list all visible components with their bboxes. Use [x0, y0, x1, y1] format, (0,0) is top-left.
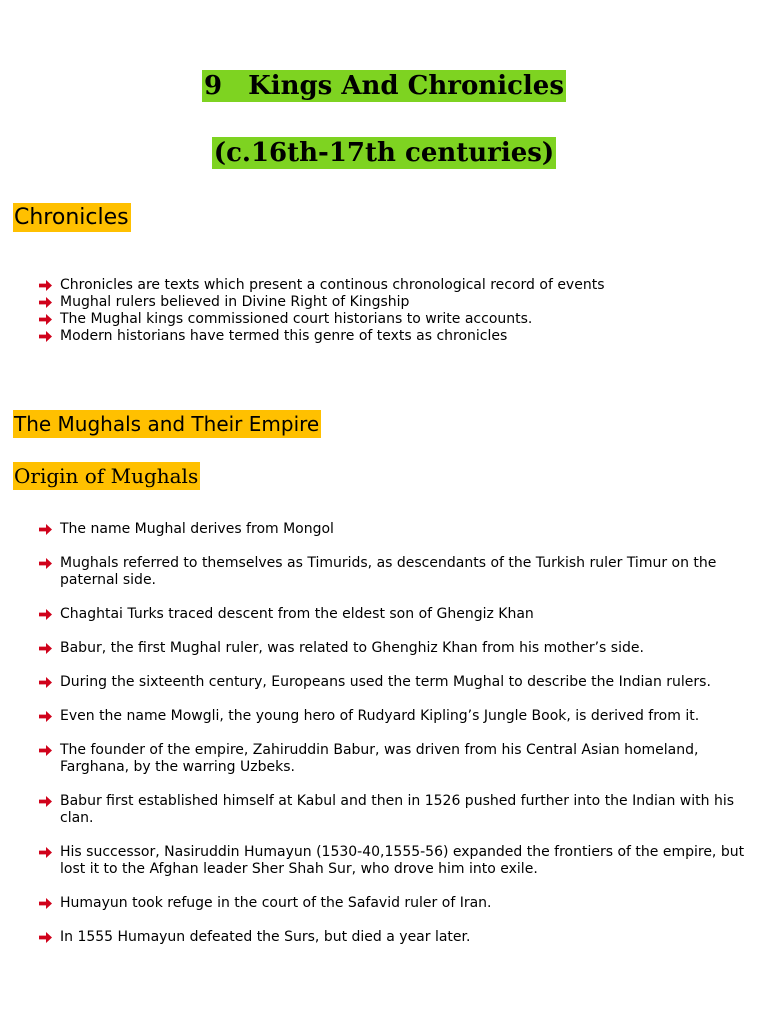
- arrow-right-icon: [38, 606, 53, 623]
- arrow-right-icon: [38, 844, 53, 861]
- bullet-text: The founder of the empire, Zahiruddin Babur, was driven from his Central Asian homeland, Farghana, by the warring Uzbeks.: [60, 742, 699, 775]
- bullet-text: In 1555 Humayun defeated the Surs, but died a year later.: [60, 929, 471, 945]
- list-item: [38, 555, 750, 589]
- chronicles-heading: Chronicles: [14, 205, 129, 230]
- bullet-text: The Mughal kings commissioned court historians to write accounts.: [60, 311, 533, 327]
- bullet-text: Modern historians have termed this genre of texts as chronicles: [60, 328, 508, 344]
- bullet-text: His successor, Nasiruddin Humayun (1530-40,1555-56) expanded the frontiers of the empire, but lost it to the Afghan leader Sher Shah Sur, who drove him into exile.: [60, 844, 745, 877]
- bullet-text: Mughals referred to themselves as Timurids, as descendants of the Turkish ruler Timur on the paternal side.: [60, 555, 717, 588]
- arrow-right-icon: [38, 708, 53, 725]
- list-item: [38, 640, 750, 657]
- bullet-text: Chaghtai Turks traced descent from the eldest son of Ghengiz Khan: [60, 606, 534, 622]
- list-item: [38, 674, 750, 691]
- bullet-text: During the sixteenth century, Europeans used the term Mughal to describe the Indian rulers.: [60, 674, 711, 690]
- subtitle-line: [0, 137, 768, 169]
- arrow-right-icon: [38, 793, 53, 810]
- bullet-text: Even the name Mowgli, the young hero of Rudyard Kipling’s Jungle Book, is derived from it.: [60, 708, 700, 724]
- empire-heading: The Mughals and Their Empire: [14, 412, 320, 436]
- list-item: [38, 277, 750, 294]
- arrow-right-icon: [38, 640, 53, 657]
- list-item: [38, 606, 750, 623]
- arrow-right-icon: [38, 929, 53, 946]
- arrow-right-icon: [38, 328, 53, 345]
- arrow-right-icon: [38, 895, 53, 912]
- list-item: [38, 294, 750, 311]
- list-item: [38, 328, 750, 345]
- bullet-text: Babur, the first Mughal ruler, was related to Ghenghiz Khan from his mother’s side.: [60, 640, 644, 656]
- bullet-text: Babur first established himself at Kabul and then in 1526 pushed further into the Indian with his clan.: [60, 793, 735, 826]
- list-item: [38, 895, 750, 912]
- list-item: [38, 708, 750, 725]
- list-item: [38, 844, 750, 878]
- chapter-title-text: Kings And Chronicles: [248, 71, 564, 101]
- arrow-right-icon: [38, 277, 53, 294]
- bullet-text: Humayun took refuge in the court of the Safavid ruler of Iran.: [60, 895, 492, 911]
- arrow-right-icon: [38, 311, 53, 328]
- chronicles-bullet-list: [38, 277, 750, 345]
- list-item: [38, 929, 750, 946]
- arrow-right-icon: [38, 521, 53, 538]
- empire-bullet-list: [38, 521, 750, 963]
- arrow-right-icon: [38, 294, 53, 311]
- bullet-text: The name Mughal derives from Mongol: [60, 521, 334, 537]
- list-item: [38, 311, 750, 328]
- chapter-title-line: [0, 70, 768, 102]
- chapter-title: [202, 70, 566, 102]
- bullet-text: Chronicles are texts which present a continous chronological record of events: [60, 277, 605, 293]
- origin-subheading: Origin of Mughals: [14, 464, 199, 488]
- list-item: [38, 521, 750, 538]
- list-item: [38, 793, 750, 827]
- arrow-right-icon: [38, 742, 53, 759]
- list-item: [38, 742, 750, 776]
- chapter-subtitle: (c.16th-17th centuries): [213, 138, 555, 168]
- arrow-right-icon: [38, 674, 53, 691]
- chapter-number: 9: [204, 71, 223, 101]
- arrow-right-icon: [38, 555, 53, 572]
- bullet-text: Mughal rulers believed in Divine Right of Kingship: [60, 294, 410, 310]
